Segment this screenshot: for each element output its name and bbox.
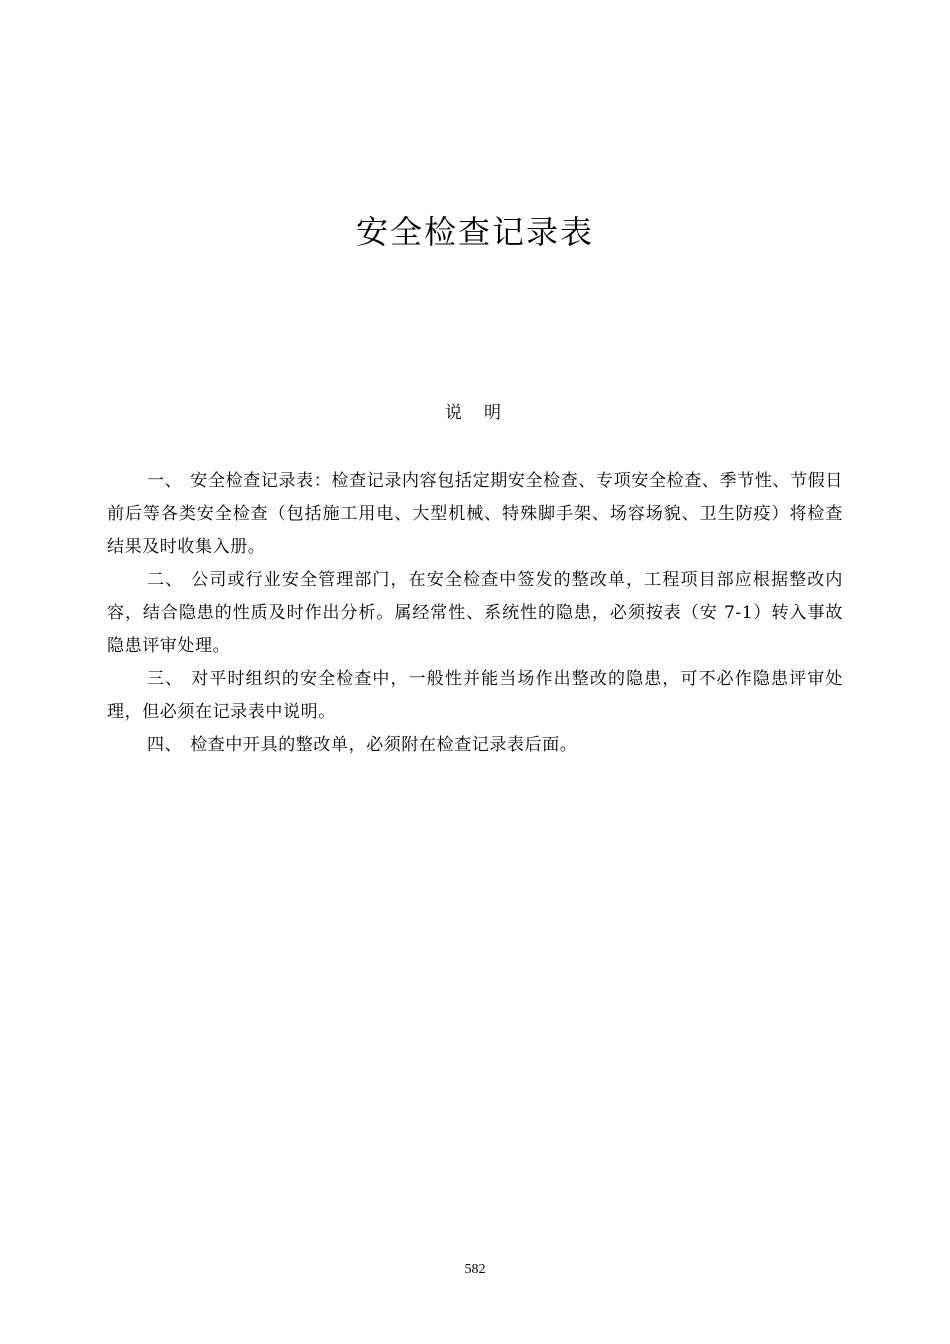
note-number: 三、 (147, 669, 184, 689)
note-number: 一、 (147, 471, 183, 491)
note-text: 检查中开具的整改单，必须附在检查记录表后面。 (190, 735, 578, 755)
note-number: 二、 (147, 570, 184, 590)
note-number: 四、 (147, 735, 183, 755)
page-number: 582 (464, 1262, 486, 1277)
document-title: 安全检查记录表 (355, 213, 594, 251)
note-text: 安全检查记录表：检查记录内容包括定期安全检查、专项安全检查、季节性、节假日前后等各类安全检查（包括施工用电、大型机械、特殊脚手架、场容场貌、卫生防疫）将检查结果及时收集入册。 (107, 471, 844, 557)
note-item (107, 564, 843, 663)
note-item (107, 663, 843, 729)
note-text: 对平时组织的安全检查中，一般性并能当场作出整改的隐患，可不必作隐患评审处理，但必须在记录表中说明。 (107, 669, 843, 722)
note-item (107, 729, 843, 762)
notes-list (107, 465, 843, 762)
note-item (107, 465, 843, 564)
section-heading: 说明 (445, 403, 523, 423)
note-text: 公司或行业安全管理部门，在安全检查中签发的整改单，工程项目部应根据整改内容，结合隐患的性质及时作出分析。属经常性、系统性的隐患，必须按表（安 7-1）转入事故隐患评审处理。 (107, 570, 843, 656)
